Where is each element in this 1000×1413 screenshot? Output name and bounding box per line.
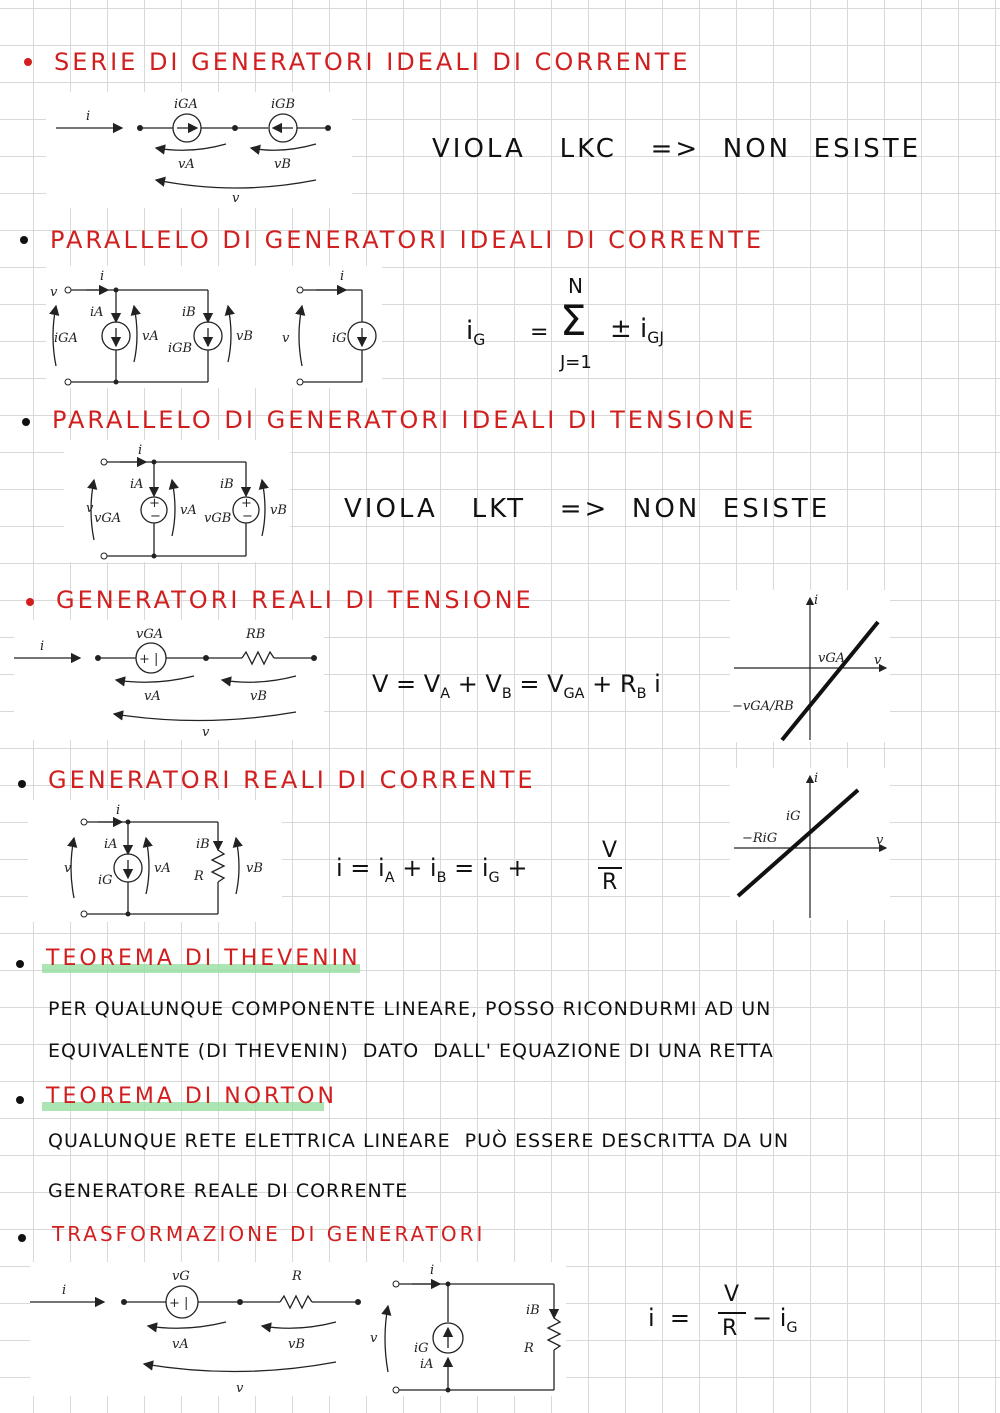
- label-v: v: [202, 725, 210, 740]
- svg-text:−: −: [242, 509, 253, 524]
- formula-parallel-sum: [466, 276, 726, 376]
- label-iGA: iGA: [54, 331, 78, 346]
- formula-real-current: $i = i_A + i_B = i_G$ + V R: [336, 838, 636, 898]
- label-iGB: iGB: [168, 341, 193, 356]
- graph-real-voltage: [730, 590, 890, 742]
- label-iG: iG: [332, 331, 347, 346]
- label-vA: vA: [180, 503, 197, 518]
- heading-parallelo-tensione: PARALLELO DI GENERATORI IDEALI DI TENSIONE: [52, 406, 757, 434]
- bullet: [22, 418, 30, 426]
- label-v: v: [236, 1381, 244, 1396]
- circuit-series-current-sources: [46, 92, 352, 208]
- label-v2: v: [370, 1331, 378, 1346]
- note-viola-lkc: VIOLA LKC => NON ESISTE: [432, 134, 922, 164]
- circuit-source-transformation-series: [30, 1262, 368, 1396]
- label-vGB: vGB: [204, 511, 232, 526]
- thevenin-line-1: PER QUALUNQUE COMPONENTE LINEARE, POSSO RICONDURMI AD UN: [48, 998, 772, 1020]
- svg-text:+ |: + |: [139, 652, 159, 667]
- svg-text:+ |: + |: [169, 1296, 189, 1311]
- f2-lhs: i: [466, 316, 474, 346]
- label-R2: R: [524, 1341, 534, 1356]
- svg-text:+: +: [241, 496, 252, 511]
- f2-sum-top: N: [568, 274, 583, 298]
- label-iB: iB: [220, 477, 234, 492]
- graph-axis-i: i: [814, 771, 819, 786]
- bullet: [18, 780, 26, 788]
- label-vB: vB: [236, 329, 253, 344]
- label-vGA: vGA: [136, 627, 164, 642]
- f2-sum-bottom: J=1: [560, 352, 592, 373]
- label-iA: iA: [420, 1357, 434, 1372]
- heading-parallelo-corrente: PARALLELO DI GENERATORI IDEALI DI CORRENTE: [50, 226, 765, 254]
- heading-trasformazione: TRASFORMAZIONE DI GENERATORI: [52, 1222, 486, 1246]
- graph-real-current: [730, 768, 890, 920]
- svg-text:−: −: [150, 509, 161, 524]
- label-iA: iA: [104, 837, 118, 852]
- label-i: i: [116, 803, 121, 818]
- label-vA: vA: [144, 689, 161, 704]
- label-i: i: [138, 443, 143, 458]
- thevenin-line-2: EQUIVALENTE (DI THEVENIN) DATO DALL' EQUAZIONE DI UNA RETTA: [48, 1040, 774, 1062]
- label-iG: iG: [98, 873, 113, 888]
- label-vGA: vGA: [94, 511, 122, 526]
- label-vB: vB: [250, 689, 267, 704]
- label-i: i: [62, 1283, 67, 1298]
- label-v: v: [50, 285, 58, 300]
- circuit-real-voltage-source: [14, 620, 324, 740]
- label-vA: vA: [154, 861, 171, 876]
- graph-axis-i: i: [814, 593, 819, 608]
- label-R: R: [194, 869, 204, 884]
- label-iG: iG: [414, 1341, 429, 1356]
- f2-rhs-sub: GJ: [647, 329, 664, 348]
- circuit-parallel-current-sources: [46, 266, 382, 388]
- graph-label-vGA: vGA: [818, 651, 846, 666]
- label-i2: i: [430, 1263, 435, 1278]
- bullet: [24, 58, 32, 66]
- bullet: [20, 236, 28, 244]
- label-iB: iB: [196, 837, 210, 852]
- heading-norton: TEOREMA DI NORTON: [46, 1084, 337, 1109]
- label-v: v: [232, 191, 240, 206]
- note-viola-lkt: VIOLA LKT => NON ESISTE: [344, 494, 831, 524]
- bullet: [18, 1234, 26, 1242]
- label-vB: vB: [246, 861, 263, 876]
- heading-serie-corrente: SERIE DI GENERATORI IDEALI DI CORRENTE: [54, 48, 691, 76]
- bullet: [16, 1096, 24, 1104]
- heading-generatori-reali-tensione: GENERATORI REALI DI TENSIONE: [56, 586, 534, 614]
- label-vB: vB: [270, 503, 287, 518]
- label-v2: v: [282, 331, 290, 346]
- label-iB: iB: [526, 1303, 540, 1318]
- svg-text:+: +: [149, 496, 160, 511]
- label-iA: iA: [90, 305, 104, 320]
- label-iB: iB: [182, 305, 196, 320]
- label-RB: RB: [246, 627, 266, 642]
- label-vA: vA: [172, 1337, 189, 1352]
- label-v: v: [64, 861, 72, 876]
- heading-generatori-reali-corrente: GENERATORI REALI DI CORRENTE: [48, 766, 536, 794]
- f2-sum: Σ: [560, 296, 587, 345]
- label-i2: i: [340, 269, 345, 284]
- label-vB: vB: [288, 1337, 305, 1352]
- f2-rhs: ± i: [610, 314, 648, 344]
- graph-label-intercept: −RiG: [742, 831, 778, 846]
- f2-lhs-sub: G: [473, 331, 486, 350]
- label-iGB: iGB: [271, 97, 296, 112]
- graph-label-intercept: −vGA/RB: [732, 699, 794, 714]
- f2-eq: =: [530, 320, 549, 345]
- bullet: [16, 960, 24, 968]
- label-v: v: [86, 501, 94, 516]
- circuit-parallel-voltage-sources: [64, 440, 290, 562]
- label-vG: vG: [172, 1269, 190, 1284]
- graph-axis-v: v: [876, 833, 884, 848]
- graph-label-iG: iG: [786, 809, 801, 824]
- heading-thevenin: TEOREMA DI THEVENIN: [46, 946, 361, 971]
- circuit-real-current-source: [28, 800, 282, 922]
- graph-axis-v: v: [874, 653, 882, 668]
- formula-real-voltage: $V = V_A + V_B = V_{GA} + R_B$ i: [372, 670, 661, 702]
- norton-line-1: QUALUNQUE RETE ELETTRICA LINEARE PUÒ ESSERE DESCRITTA DA UN: [48, 1130, 790, 1152]
- label-vA: vA: [178, 157, 195, 172]
- norton-line-2: GENERATORE REALE DI CORRENTE: [48, 1180, 409, 1202]
- label-iA: iA: [130, 477, 144, 492]
- label-i: i: [40, 639, 45, 654]
- label-R: R: [292, 1269, 302, 1284]
- label-i: i: [100, 269, 105, 284]
- bullet: [26, 598, 34, 606]
- label-vB: vB: [274, 157, 291, 172]
- formula-transformation: i = V R − $i_G$: [648, 1282, 798, 1341]
- label-vA: vA: [142, 329, 159, 344]
- circuit-source-transformation-parallel: [368, 1262, 566, 1396]
- label-iGA: iGA: [174, 97, 198, 112]
- label-i: i: [86, 109, 91, 124]
